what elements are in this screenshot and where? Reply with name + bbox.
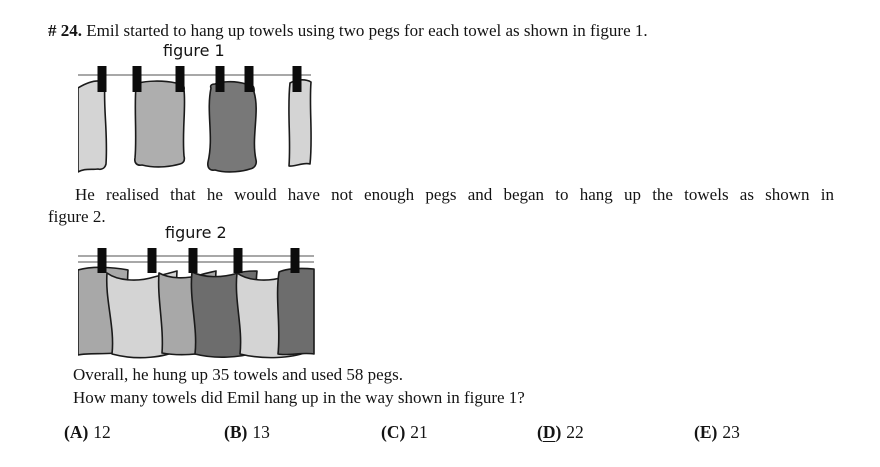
peg [216, 66, 225, 92]
towel [135, 81, 185, 167]
towel [208, 82, 256, 172]
answer-option-b[interactable] [224, 422, 270, 443]
answer-letter: C [386, 422, 400, 442]
peg [234, 248, 243, 273]
problem-number: # 24. [48, 21, 82, 40]
answer-value: 23 [722, 422, 740, 442]
towel [289, 80, 311, 166]
peg [148, 248, 157, 273]
answer-value: 21 [410, 422, 428, 442]
answer-letter-wrap [381, 422, 405, 442]
peg [245, 66, 254, 92]
answer-letter: A [69, 422, 83, 442]
towel [278, 268, 314, 354]
answer-value: 22 [566, 422, 584, 442]
answer-value: 12 [93, 422, 111, 442]
question-text: How many towels did Emil hang up in the way shown in figure 1? [73, 388, 525, 407]
peg [176, 66, 185, 92]
figure1-drawing [78, 62, 313, 180]
answer-option-a[interactable] [64, 422, 111, 443]
answer-letter-wrap [694, 422, 717, 442]
answer-option-c[interactable] [381, 422, 428, 443]
peg [98, 248, 107, 273]
overall-statement: Overall, he hung up 35 towels and used 58 pegs. [73, 365, 404, 384]
answers-row [0, 422, 880, 452]
pegs [98, 66, 302, 92]
paragraph-line-1: He realised that he would have not enough pegs and began to hang up the towels as shown in [75, 185, 834, 204]
figure2-label: figure 2 [165, 223, 227, 242]
answer-option-d[interactable] [537, 422, 584, 443]
answer-letter: B [229, 422, 242, 442]
towel [78, 81, 106, 172]
answer-letter-wrap [537, 422, 561, 442]
figure2 [78, 242, 316, 362]
answer-letter-wrap [224, 422, 247, 442]
figure1-label: figure 1 [163, 41, 225, 60]
peg [133, 66, 142, 92]
middle-paragraph [48, 184, 834, 228]
figure1 [78, 62, 313, 180]
peg [98, 66, 107, 92]
answer-letter: E [699, 422, 712, 442]
answer-letter: D [542, 422, 556, 442]
answer-value: 13 [252, 422, 270, 442]
peg [293, 66, 302, 92]
problem-statement-line [48, 20, 848, 42]
answer-option-e[interactable] [694, 422, 740, 443]
answer-letter-wrap [64, 422, 88, 442]
peg [291, 248, 300, 273]
peg [189, 248, 198, 273]
paragraph-line-2: figure 2. [48, 207, 106, 226]
problem-statement: Emil started to hang up towels using two pegs for each towel as shown in figure 1. [86, 21, 648, 40]
figure2-drawing [78, 242, 316, 362]
